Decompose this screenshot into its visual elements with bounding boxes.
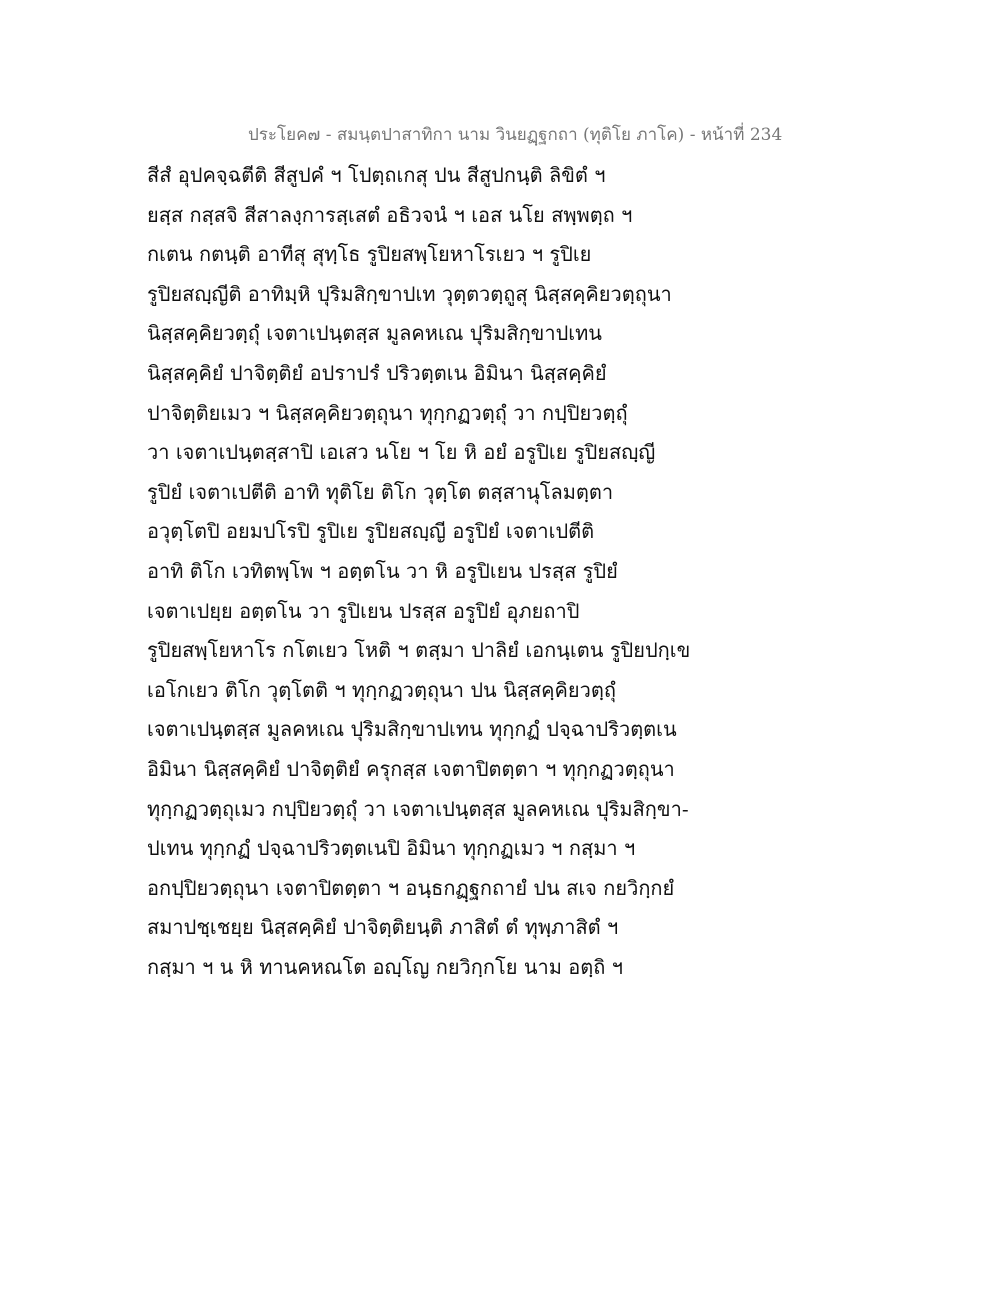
text-line: เอโกเยว ติโก วุตฺโตติ ฯ ทุกฺกฏวตฺถุนา ปน นิสฺสคฺคิยวตฺถุํ bbox=[147, 677, 616, 702]
text-line: อาทิ ติโก เวทิตพฺโพ ฯ อตฺตโน วา หิ อรูปิเยน ปรสฺส รูปิยํ bbox=[147, 558, 618, 583]
text-line: อกปฺปิยวตฺถุนา เจตาปิตตฺตา ฯ อนฺธกฏฺฐกถายํ ปน สเจ กยวิกฺกยํ bbox=[147, 875, 675, 900]
text-line: นิสฺสคฺคิยวตฺถุํ เจตาเปนฺตสฺส มูลคหเณ ปุริมสิกฺขาปเทน bbox=[147, 321, 602, 346]
text-line: อวุตฺโตปิ อยมปโรปิ รูปิเย รูปิยสญฺญี อรูปิยํ เจตาเปตีติ bbox=[147, 519, 595, 544]
text-line: กเตน กตนฺติ อาทีสุ สุทฺโธ รูปิยสพฺโยหาโรเยว ฯ รูปิเย bbox=[147, 242, 592, 267]
text-line: รูปิยสพฺโยหาโร กโตเยว โหติ ฯ ตสฺมา ปาลิยํ เอกนฺเตน รูปิยปกฺเข bbox=[147, 638, 691, 663]
body-text bbox=[147, 156, 707, 987]
text-line: เจตาเปยฺย อตฺตโน วา รูปิเยน ปรสฺส อรูปิยํ อุภยถาปิ bbox=[147, 598, 580, 623]
text-line: รูปิยสญฺญีติ อาทิมฺหิ ปุริมสิกฺขาปเท วุตฺตวตฺถูสุ นิสฺสคฺคิยวตฺถุนา bbox=[147, 281, 672, 306]
running-header: ประโยค๗ - สมนฺตปาสาทิกา นาม วินยฏฺฐกถา (ทุติโย ภาโค) - หน้าที่ 234 bbox=[248, 125, 783, 145]
text-line: นิสฺสคฺคิยํ ปาจิตฺติยํ อปราปรํ ปริวตฺตเน อิมินา นิสฺสคฺคิยํ bbox=[147, 360, 607, 385]
text-line: อิมินา นิสฺสคฺคิยํ ปาจิตฺติยํ ครุกสฺส เจตาปิตตฺตา ฯ ทุกฺกฏวตฺถุนา bbox=[147, 756, 675, 781]
text-line: ยสฺส กสฺสจิ สีสาลงฺการสฺเสตํ อธิวจนํ ฯ เอส นโย สพฺพตฺถ ฯ bbox=[147, 202, 633, 227]
text-line: กสฺมา ฯ น หิ ทานคหณโต อญฺโญ กยวิกฺกโย นาม อตฺถิ ฯ bbox=[147, 954, 623, 979]
text-line: สมาปชฺเชยฺย นิสฺสคฺคิยํ ปาจิตฺติยนฺติ ภาสิตํ ตํ ทุพฺภาสิตํ ฯ bbox=[147, 915, 619, 940]
text-line: ปเทน ทุกฺกฏํ ปจฺฉาปริวตฺตเนปิ อิมินา ทุกฺกฏเมว ฯ กสฺมา ฯ bbox=[147, 836, 636, 861]
text-line: สีสํ อุปคจฺฉตีติ สีสูปคํ ฯ โปตฺถเกสุ ปน สีสูปกนฺติ ลิขิตํ ฯ bbox=[147, 163, 606, 187]
text-line: ปาจิตฺติยเมว ฯ นิสฺสคฺคิยวตฺถุนา ทุกฺกฏวตฺถุํ วา กปฺปิยวตฺถุํ bbox=[147, 400, 628, 425]
text-line: ทุกฺกฏวตฺถุเมว กปฺปิยวตฺถุํ วา เจตาเปนฺตสฺส มูลคหเณ ปุริมสิกฺขา- bbox=[147, 796, 689, 821]
text-line: รูปิยํ เจตาเปตีติ อาทิ ทุติโย ติโก วุตฺโต ตสฺสานุโลมตฺตา bbox=[147, 479, 614, 504]
text-line: เจตาเปนฺตสฺส มูลคหเณ ปุริมสิกฺขาปเทน ทุกฺกฏํ ปจฺฉาปริวตฺตเน bbox=[147, 717, 677, 742]
text-line: วา เจตาเปนฺตสฺสาปิ เอเสว นโย ฯ โย หิ อยํ อรูปิเย รูปิยสญฺญี bbox=[147, 440, 656, 465]
